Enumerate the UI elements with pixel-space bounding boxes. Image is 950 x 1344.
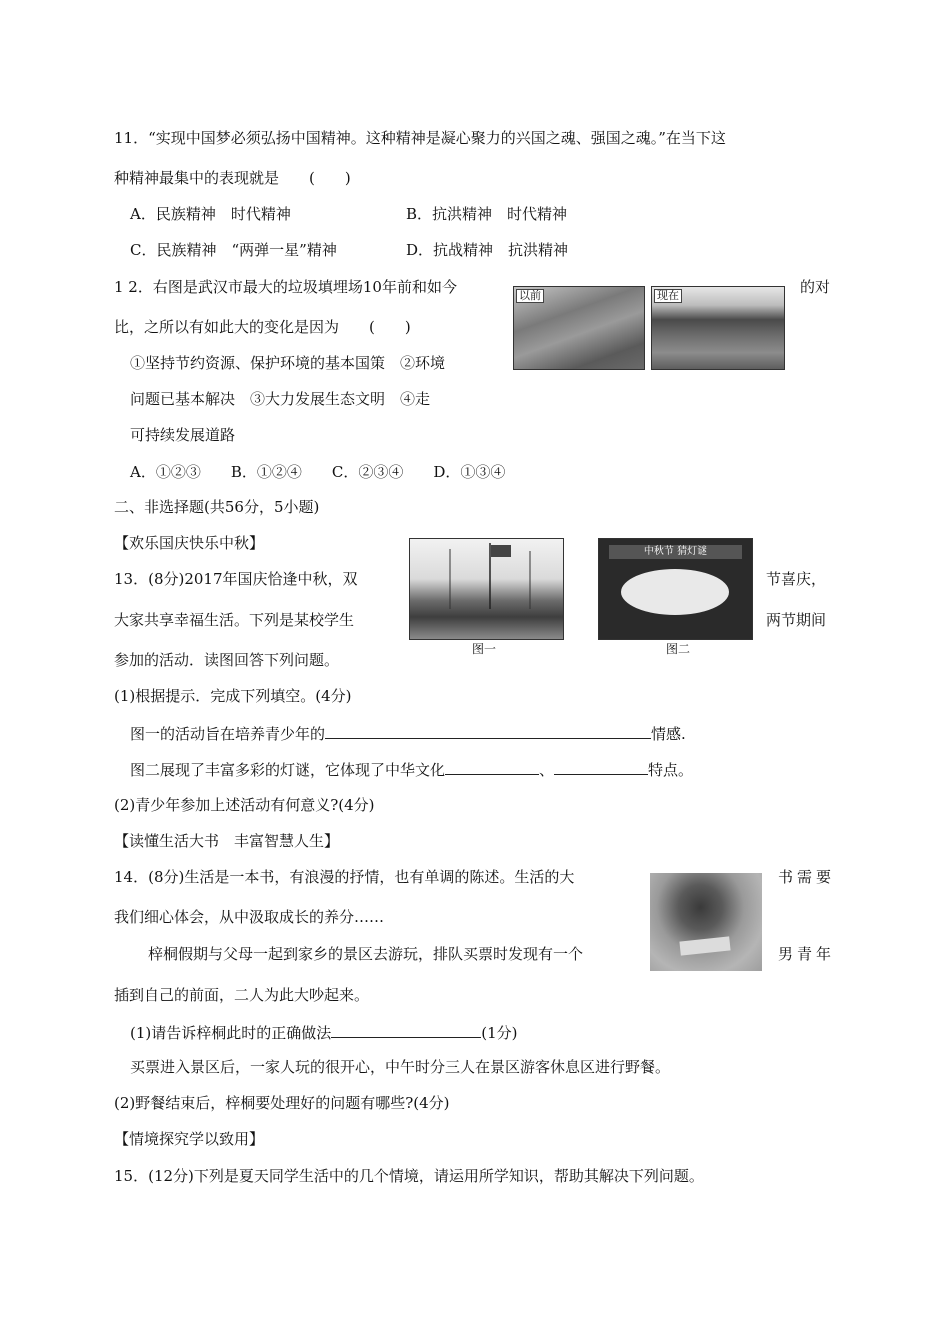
q15-stem-line1: 15．(12分)下列是夏天同学生活中的几个情境，请运用所学知识，帮助其解决下列问题。 [114,1167,704,1185]
lantern-riddle-photo [598,538,753,640]
q13-stem-line1: 13．(8分)2017年国庆恰逢中秋，双 [114,570,358,588]
fill1-suffix: 情感. [651,725,686,743]
q11-option-a: A．民族精神 时代精神 [130,205,291,223]
q12-item-line3: 可持续发展道路 [130,426,236,444]
book-icon [679,936,730,955]
q12-options: A．①②③ B．①②④ C．②③④ D．①③④ [130,463,506,481]
q11-option-b: B．抗洪精神 时代精神 [406,205,568,223]
q13-stem-line2: 大家共享幸福生活。下列是某校学生 [114,611,355,629]
flag-icon [410,539,563,639]
q11-option-c: C．民族精神 “两弹一星”精神 [130,241,337,259]
q11-stem-line2: 种精神最集中的表现就是 ( ) [114,169,351,187]
fill2-prefix: 图二展现了丰富多彩的灯谜，它体现了中华文化 [130,761,446,779]
q14-stem-line4: 插到自己的前面，二人为此大吵起来。 [114,986,370,1004]
q13-fill1 [130,723,686,744]
q12-item-line1: ①坚持节约资源、保护环境的基本国策 ②环境 [130,354,446,372]
figure2-caption: 图二 [666,642,691,656]
fill2-suffix: 特点。 [648,761,694,779]
landfill-now-photo [651,286,785,370]
riddle-board [621,569,729,615]
theme-heading-2: 【读懂生活大书 丰富智慧人生】 [114,832,340,850]
flag-raising-photo [409,538,564,640]
landfill-before-photo [513,286,645,370]
fill2-blank-b[interactable] [554,759,648,775]
q14-stem-line3: 梓桐假期与父母一起到家乡的景区去游玩，排队买票时发现有一个 [148,945,584,963]
q14-stem-line3-end: 男青年 [778,945,836,963]
q14-context: 买票进入景区后，一家人玩的很开心，中午时分三人在景区游客休息区进行野餐。 [130,1058,671,1076]
q13-sub1: (1)根据提示．完成下列填空。(4分) [114,687,352,705]
q13-stem-line2-end: 两节期间 [766,611,827,629]
q13-fill2 [130,759,693,780]
q14-sub1 [130,1022,518,1043]
fill1-blank[interactable] [325,723,651,739]
theme-heading-3: 【情境探究学以致用】 [114,1130,265,1148]
figure1-caption: 图一 [472,642,497,656]
theme-heading-1: 【欢乐国庆快乐中秋】 [114,534,265,552]
q12-item-line2: 问题已基本解决 ③大力发展生态文明 ④走 [130,390,431,408]
sub1-suffix: (1分) [481,1024,518,1042]
q14-sub2: (2)野餐结束后，梓桐要处理好的问题有哪些?(4分) [114,1094,450,1112]
before-label: 以前 [516,289,544,303]
fill1-prefix: 图一的活动旨在培养青少年的 [130,725,326,743]
q13-sub2: (2)青少年参加上述活动有何意义?(4分) [114,796,375,814]
q14-stem-line1-end: 书需要 [778,868,836,886]
q13-stem-line3: 参加的活动．读图回答下列问题。 [114,651,340,669]
section-title: 二、非选择题(共56分，5小题) [114,498,320,516]
lantern-sign: 中秋节 猜灯谜 [609,545,742,559]
q12-stem-line2: 比，之所以有如此大的变化是因为 ( ) [114,318,411,336]
sub1-blank[interactable] [331,1022,481,1038]
now-label: 现在 [654,289,682,303]
q14-stem-line2: 我们细心体会，从中汲取成长的养分…… [114,908,385,926]
q14-stem-line1: 14．(8分)生活是一本书，有浪漫的抒情，也有单调的陈述。生活的大 [114,868,575,886]
q13-stem-line1-end: 节喜庆， [766,570,827,588]
q12-stem-line1: 1 2．右图是武汉市最大的垃圾填埋场10年前和如今 [114,278,457,296]
q11-option-d: D．抗战精神 抗洪精神 [406,241,569,259]
fill2-blank-a[interactable] [445,759,539,775]
sub1-prefix: (1)请告诉梓桐此时的正确做法 [130,1024,332,1042]
q12-stem-line1-end: 的对 [800,278,831,296]
q11-stem-line1: 11．“实现中国梦必须弘扬中国精神。这种精神是凝心聚力的兴国之魂、强国之魂。”在当下这 [114,129,726,147]
girl-reading-photo [650,873,762,971]
fill2-separator: 、 [539,761,555,779]
